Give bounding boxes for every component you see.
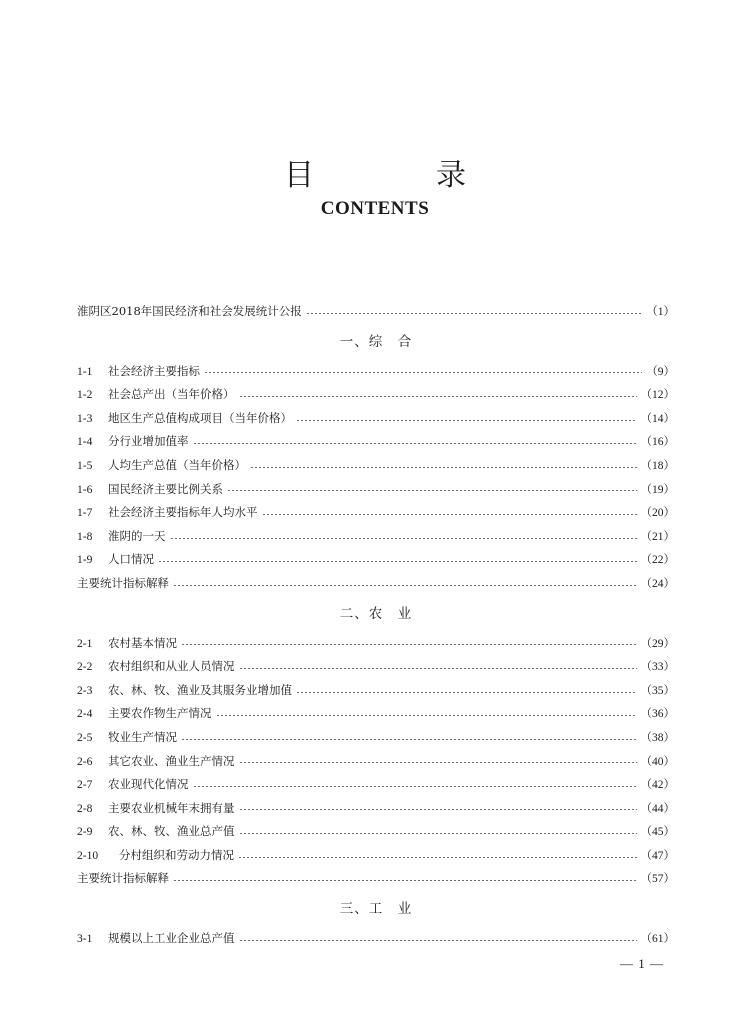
toc-entry-page: （29） bbox=[640, 637, 675, 650]
toc-entry-page: （21） bbox=[640, 530, 675, 543]
toc-entry-row[interactable] bbox=[77, 702, 675, 726]
leader-dots bbox=[181, 739, 637, 740]
toc-entry-label: 社会经济主要指标 bbox=[108, 363, 200, 378]
toc-entry-label: 主要农业机械年末拥有量 bbox=[108, 800, 235, 815]
toc-entry-page: （61） bbox=[640, 933, 675, 946]
toc-entry-number: 2-3 bbox=[77, 684, 93, 697]
toc-entry-label: 农村基本情况 bbox=[108, 635, 177, 650]
toc-entry-label: 其它农业、渔业生产情况 bbox=[108, 753, 235, 768]
toc-entry-number: 1-7 bbox=[77, 507, 93, 520]
toc-entry-row[interactable] bbox=[77, 548, 675, 572]
toc-entry-row[interactable] bbox=[77, 655, 675, 679]
toc-entry-number: 1-6 bbox=[77, 483, 93, 496]
leader-dots bbox=[173, 880, 637, 881]
leader-dots bbox=[239, 668, 637, 669]
toc-entry-label: 分村组织和劳动力情况 bbox=[119, 847, 234, 862]
toc-entry-row[interactable] bbox=[77, 501, 675, 525]
toc-entry-number: 1-9 bbox=[77, 554, 93, 567]
toc-entry-row[interactable] bbox=[77, 360, 675, 384]
toc-entry-label: 主要统计指标解释 bbox=[77, 871, 169, 886]
toc-entry-label: 牧业生产情况 bbox=[108, 729, 177, 744]
toc-entry-row[interactable] bbox=[77, 726, 675, 750]
toc-entry-number: 1-3 bbox=[77, 412, 93, 425]
toc-entry-number: 2-10 bbox=[77, 849, 99, 862]
leader-dots bbox=[296, 420, 637, 421]
toc-entry-page: （1） bbox=[646, 306, 675, 318]
toc-entry-page: （40） bbox=[640, 755, 675, 768]
leader-dots bbox=[204, 372, 642, 373]
toc-entry-label: 农村组织和从业人员情况 bbox=[108, 659, 235, 674]
toc-entry-page: （35） bbox=[640, 684, 675, 697]
page-title-en: CONTENTS bbox=[320, 198, 430, 219]
leader-dots bbox=[227, 490, 637, 491]
toc-entry-row[interactable] bbox=[77, 478, 675, 502]
leader-dots bbox=[173, 585, 637, 586]
leader-dots bbox=[239, 762, 637, 763]
toc-entry-label: 规模以上工业企业总产值 bbox=[108, 931, 235, 946]
toc-entry-row[interactable] bbox=[77, 679, 675, 703]
leader-dots bbox=[170, 538, 637, 539]
toc-entry-label: 国民经济主要比例关系 bbox=[108, 481, 223, 496]
toc-entry-number: 1-4 bbox=[77, 436, 93, 449]
toc-entry-page: （38） bbox=[640, 731, 675, 744]
toc-entry-label: 主要统计指标解释 bbox=[77, 575, 169, 590]
toc-entry-page: （18） bbox=[640, 459, 675, 472]
toc-entry-number: 3-1 bbox=[77, 933, 93, 946]
toc-entry-label: 淮阴的一天 bbox=[108, 528, 166, 543]
section-heading: 一、综 合 bbox=[339, 333, 413, 350]
toc-entry-page: （22） bbox=[640, 554, 675, 567]
toc-entry-row[interactable] bbox=[77, 867, 675, 891]
section-heading: 三、工 业 bbox=[339, 901, 413, 918]
toc-entry-row[interactable] bbox=[77, 430, 675, 454]
toc-entry-label: 淮阴区2018年国民经济和社会发展统计公报 bbox=[77, 304, 302, 318]
leader-dots bbox=[238, 857, 637, 858]
toc-entry-row[interactable] bbox=[77, 407, 675, 431]
toc-entry-row[interactable] bbox=[77, 773, 675, 797]
toc-entry-number: 2-8 bbox=[77, 802, 93, 815]
toc-entry-label: 农、林、牧、渔业总产值 bbox=[108, 824, 235, 839]
toc-entry-page: （33） bbox=[640, 661, 675, 674]
toc-entry-row[interactable] bbox=[77, 383, 675, 407]
toc-entry-row[interactable] bbox=[77, 454, 675, 478]
toc-entry-page: （47） bbox=[640, 849, 675, 862]
toc-entry-row[interactable] bbox=[77, 797, 675, 821]
toc-entry-label: 地区生产总值构成项目（当年价格） bbox=[108, 410, 292, 425]
section-heading: 二、农 业 bbox=[339, 605, 413, 622]
toc-entry-row[interactable] bbox=[77, 572, 675, 596]
page-title-cn: 目 录 bbox=[284, 158, 512, 193]
toc-entry-number: 2-5 bbox=[77, 731, 93, 744]
toc-entry-row[interactable] bbox=[77, 525, 675, 549]
toc-entry-label: 分行业增加值率 bbox=[108, 434, 189, 449]
toc-entry-page: （36） bbox=[640, 708, 675, 721]
toc-entry-number: 2-7 bbox=[77, 779, 93, 792]
toc-entry-number: 1-1 bbox=[77, 365, 93, 378]
toc-entry-number: 2-9 bbox=[77, 826, 93, 839]
toc-entry-label: 人口情况 bbox=[108, 552, 154, 567]
toc-intro-row[interactable] bbox=[77, 300, 675, 324]
toc-entry-label: 社会经济主要指标年人均水平 bbox=[108, 505, 258, 520]
toc-entry-number: 1-8 bbox=[77, 530, 93, 543]
toc-entry-number: 2-6 bbox=[77, 755, 93, 768]
toc-entry-page: （16） bbox=[640, 436, 675, 449]
leader-dots bbox=[181, 644, 637, 645]
leader-dots bbox=[158, 561, 637, 562]
leader-dots bbox=[239, 833, 637, 834]
toc-entry-page: （9） bbox=[646, 365, 675, 378]
toc-entry-label: 主要农作物生产情况 bbox=[108, 706, 212, 721]
toc-entry-page: （20） bbox=[640, 507, 675, 520]
toc-entry-page: （12） bbox=[640, 389, 675, 402]
toc-entry-page: （14） bbox=[640, 412, 675, 425]
toc-entry-page: （24） bbox=[640, 577, 675, 590]
leader-dots bbox=[262, 514, 637, 515]
leader-dots bbox=[239, 940, 637, 941]
toc-entry-row[interactable] bbox=[77, 927, 675, 951]
page-number: — 1 — bbox=[620, 956, 664, 971]
toc-entry-row[interactable] bbox=[77, 844, 675, 868]
toc-entry-row[interactable] bbox=[77, 820, 675, 844]
toc-entry-page: （42） bbox=[640, 779, 675, 792]
leader-dots bbox=[306, 313, 642, 314]
toc-entry-number: 1-5 bbox=[77, 459, 93, 472]
toc-entry-label: 社会总产出（当年价格） bbox=[108, 387, 235, 402]
leader-dots bbox=[239, 809, 637, 810]
table-of-contents bbox=[77, 300, 675, 951]
toc-entry-number: 2-1 bbox=[77, 637, 93, 650]
leader-dots bbox=[239, 396, 637, 397]
toc-entry-page: （44） bbox=[640, 802, 675, 815]
leader-dots bbox=[250, 467, 637, 468]
leader-dots bbox=[296, 692, 637, 693]
toc-entry-page: （57） bbox=[640, 873, 675, 886]
toc-entry-page: （19） bbox=[640, 483, 675, 496]
toc-entry-number: 2-2 bbox=[77, 661, 93, 674]
toc-sections bbox=[77, 324, 675, 951]
toc-entry-number: 2-4 bbox=[77, 708, 93, 721]
toc-entry-number: 1-2 bbox=[77, 389, 93, 402]
leader-dots bbox=[193, 786, 637, 787]
leader-dots bbox=[216, 715, 637, 716]
toc-entry-label: 农业现代化情况 bbox=[108, 777, 189, 792]
toc-entry-label: 农、林、牧、渔业及其服务业增加值 bbox=[108, 682, 292, 697]
toc-entry-page: （45） bbox=[640, 826, 675, 839]
leader-dots bbox=[193, 443, 637, 444]
toc-entry-label: 人均生产总值（当年价格） bbox=[108, 457, 246, 472]
toc-entry-row[interactable] bbox=[77, 632, 675, 656]
toc-entry-row[interactable] bbox=[77, 750, 675, 774]
